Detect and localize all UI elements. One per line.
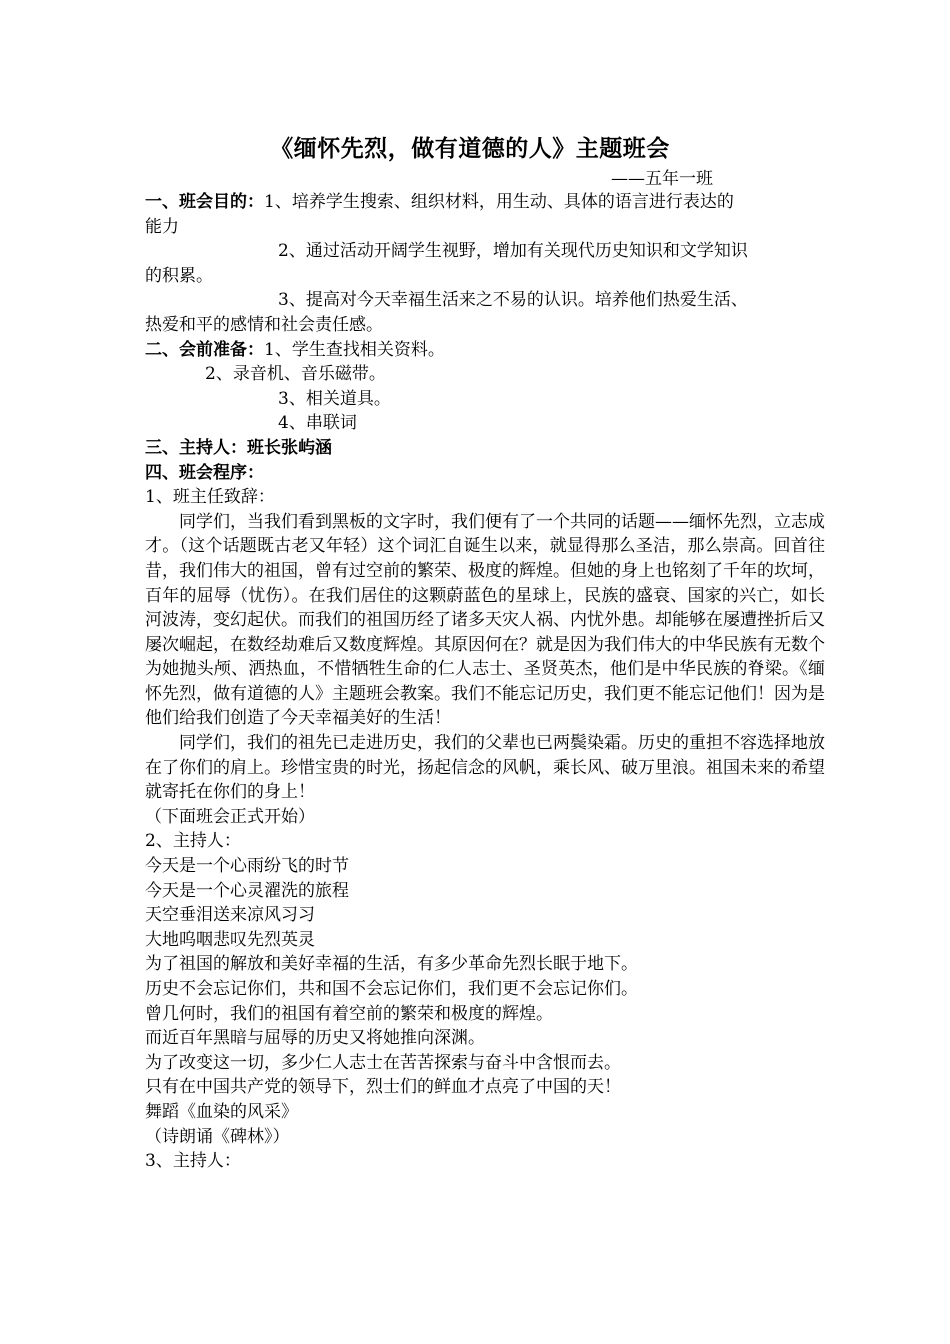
section2-line1 <box>145 338 825 363</box>
host-line: 大地呜咽悲叹先烈英灵 <box>145 929 315 950</box>
host-line: 为了祖国的解放和美好幸福的生活，有多少革命先烈长眠于地下。 <box>145 954 638 975</box>
section1-line1 <box>145 190 825 215</box>
teacher-speech-paragraph-2: 同学们，我们的祖先已走进历史，我们的父辈也已两鬓染霜。历史的重担不容选择地放在了你们的肩上。珍惜宝贵的时光，扬起信念的风帆，乘长风、破万里浪。祖国未来的希望就寄托在你们的身上！ <box>145 733 825 803</box>
host-line: 而近百年黑暗与屈辱的历史又将她推向深渊。 <box>145 1028 485 1049</box>
section2-item2: 2、录音机、音乐磁带。 <box>205 364 386 385</box>
section2-item1: 1、学生查找相关资料。 <box>264 339 445 360</box>
host-line: 为了改变这一切，多少仁人志士在苦苦探索与奋斗中含恨而去。 <box>145 1052 621 1073</box>
host-line: 今天是一个心灵濯洗的旅程 <box>145 880 349 901</box>
document-page <box>145 130 825 1174</box>
section1-item2: 2、通过活动开阔学生视野，增加有关现代历史知识和文学知识 <box>278 241 748 262</box>
section2-heading: 二、会前准备： <box>145 339 264 360</box>
section1-item3: 3、提高对今天幸福生活来之不易的认识。培养他们热爱生活、 <box>278 290 748 311</box>
step1-label: 1、班主任致辞： <box>145 487 275 508</box>
section1-item3-cont: 热爱和平的感情和社会责任感。 <box>145 314 383 335</box>
document-byline: ——五年一班 <box>611 169 713 189</box>
step3-label: 3、主持人： <box>145 1151 241 1172</box>
host-line: 曾几何时，我们的祖国有着空前的繁荣和极度的辉煌。 <box>145 1003 553 1024</box>
section3-heading: 三、主持人：班长张屿涵 <box>145 437 332 458</box>
host-line: 历史不会忘记你们，共和国不会忘记你们，我们更不会忘记你们。 <box>145 979 638 999</box>
section1-item2-cont: 的积累。 <box>145 265 213 286</box>
teacher-speech-paragraph-1: 同学们，当我们看到黑板的文字时，我们便有了一个共同的话题——缅怀先烈，立志成才。（这个话题既古老又年轻）这个词汇自诞生以来，就显得那么圣洁，那么崇高。回首往昔，我们伟大的祖国，曾有过空前的繁荣、极度的辉煌。但她的身上也铭刻了千年的坎坷，百年的屈辱（忧伤）。在我们居住的这颗蔚蓝色的星球上，民族的盛衰、国家的兴亡，如长河波涛，变幻起伏。而我们的祖国历经了诸多天灾人祸、内忧外患。却能够在屡遭挫折后又屡次崛起，在数经劫难后又数度辉煌。其原因何在？就是因为我们伟大的中华民族有无数个为她抛头颅、洒热血，不惜牺牲生命的仁人志士、圣贤英杰，他们是中华民族的脊梁。《缅怀先烈，做有道德的人》主题班会教案。我们不能忘记历史，我们更不能忘记他们！因为是他们给我们创造了今天幸福美好的生活！ <box>145 511 825 729</box>
section2-item4: 4、串联词 <box>278 413 357 434</box>
meeting-start-note: （下面班会正式开始） <box>145 806 315 827</box>
dance-program: 舞蹈《血染的风采》 <box>145 1101 298 1122</box>
host-line: 只有在中国共产党的领导下，烈士们的鲜血才点亮了中国的天！ <box>145 1077 621 1098</box>
document-title: 《缅怀先烈，做有道德的人》主题班会 <box>270 136 670 162</box>
section1-heading: 一、班会目的： <box>145 192 264 212</box>
section4-heading: 四、班会程序： <box>145 462 264 483</box>
step2-label: 2、主持人： <box>145 831 241 852</box>
poem-recital-note: （诗朗诵《碑林》） <box>145 1126 290 1147</box>
host-line: 今天是一个心雨纷飞的时节 <box>145 856 349 877</box>
section1-item1-text: 1、培养学生搜索、组织材料，用生动、具体的语言进行表达的 <box>264 192 734 212</box>
section2-item3: 3、相关道具。 <box>278 388 391 409</box>
section1-item1-cont: 能力 <box>145 216 179 237</box>
host-line: 天空垂泪送来凉风习习 <box>145 905 315 926</box>
